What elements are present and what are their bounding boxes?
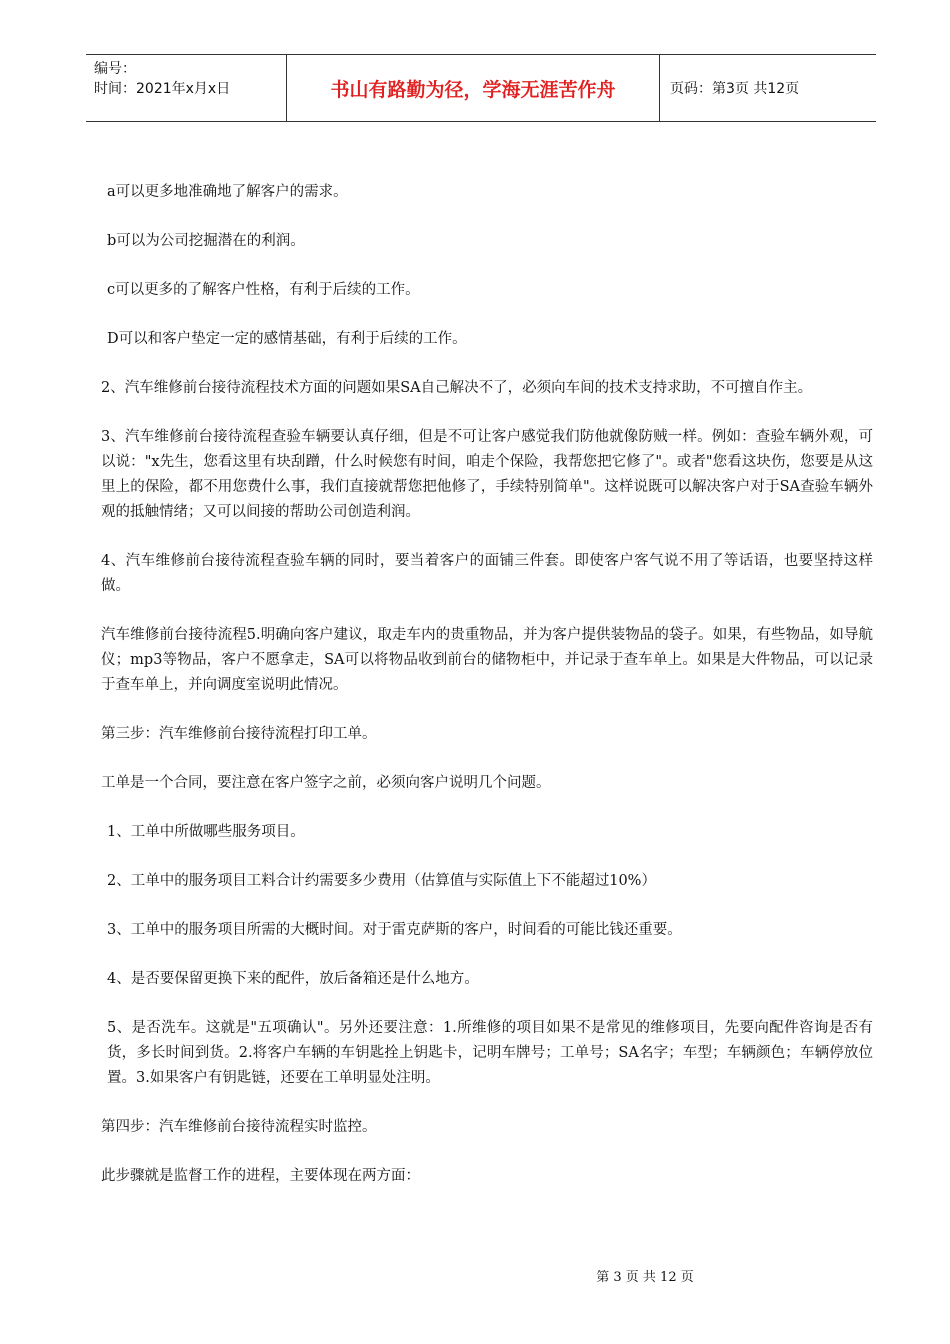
paragraph-b: b可以为公司挖掘潜在的利润。 bbox=[107, 233, 305, 249]
document-body bbox=[101, 180, 873, 1213]
header-meta bbox=[86, 55, 287, 121]
paragraph-monitoring-intro: 此步骤就是监督工作的进程，主要体现在两方面： bbox=[101, 1168, 420, 1184]
paragraph-item-4: 4、汽车维修前台接待流程查验车辆的同时，要当着客户的面铺三件套。即使客户客气说不用了等话语，也要坚持这样做。 bbox=[101, 553, 873, 594]
paragraph-item-2: 2、汽车维修前台接待流程技术方面的问题如果SA自己解决不了，必须向车间的技术支持求助，不可擅自作主。 bbox=[101, 380, 813, 396]
paragraph-work-order-intro: 工单是一个合同，要注意在客户签字之前，必须向客户说明几个问题。 bbox=[101, 775, 551, 791]
paragraph-item-5: 汽车维修前台接待流程5.明确向客户建议，取走车内的贵重物品，并为客户提供装物品的袋子。如果，有些物品，如导航仪；mp3等物品，客户不愿拿走，SA可以将物品收到前台的储物柜中，并记录于查车单上。如果是大件物品，可以记录于查车单上，并向调度室说明此情况。 bbox=[101, 627, 873, 693]
work-order-point-1: 1、工单中所做哪些服务项目。 bbox=[107, 824, 305, 840]
page-header bbox=[86, 54, 876, 122]
page-footer: 第 3 页 共 12 页 bbox=[596, 1270, 694, 1285]
document-time-label: 时间：2021年x月x日 bbox=[94, 81, 231, 97]
work-order-point-5: 5、是否洗车。这就是"五项确认"。另外还要注意：1.所维修的项目如果不是常见的维修项目，先要向配件咨询是否有货，多长时间到货。2.将客户车辆的车钥匙拴上钥匙卡，记明车牌号；工单号；SA名字；车型；车辆颜色；车辆停放位置。3.如果客户有钥匙链，还要在工单明显处注明。 bbox=[107, 1020, 873, 1086]
section-heading-step-3: 第三步：汽车维修前台接待流程打印工单。 bbox=[101, 726, 377, 742]
header-slogan: 书山有路勤为径，学海无涯苦作舟 bbox=[287, 55, 660, 121]
work-order-point-2: 2、工单中的服务项目工料合计约需要多少费用（估算值与实际值上下不能超过10%） bbox=[107, 873, 656, 889]
paragraph-item-3: 3、汽车维修前台接待流程查验车辆要认真仔细，但是不可让客户感觉我们防他就像防贼一样。例如：查验车辆外观，可以说："x先生，您看这里有块刮蹭，什么时候您有时间，咱走个保险，我帮您把它修了"。或者"您看这块伤，您要是从这里上的保险，都不用您费什么事，我们直接就帮您把他修了，手续特别简单"。这样说既可以解决客户对于SA查验车辆外观的抵触情绪；又可以间接的帮助公司创造利润。 bbox=[101, 429, 873, 520]
paragraph-c: c可以更多的了解客户性格，有利于后续的工作。 bbox=[107, 282, 420, 298]
work-order-point-3: 3、工单中的服务项目所需的大概时间。对于雷克萨斯的客户，时间看的可能比钱还重要。 bbox=[107, 922, 682, 938]
paragraph-d: D可以和客户垫定一定的感情基础，有利于后续的工作。 bbox=[107, 331, 467, 347]
header-page-label: 页码：第3页 共12页 bbox=[670, 81, 800, 97]
paragraph-a: a可以更多地准确地了解客户的需求。 bbox=[107, 184, 348, 200]
document-number-label: 编号： bbox=[94, 61, 136, 77]
section-heading-step-4: 第四步：汽车维修前台接待流程实时监控。 bbox=[101, 1119, 377, 1135]
work-order-point-4: 4、是否要保留更换下来的配件，放后备箱还是什么地方。 bbox=[107, 971, 479, 987]
